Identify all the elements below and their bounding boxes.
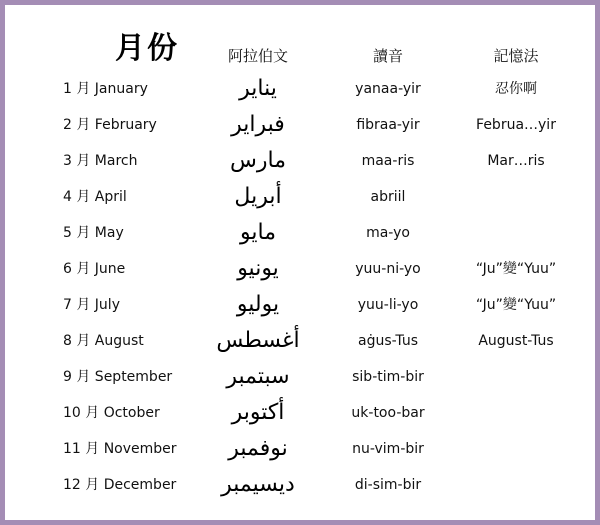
- arabic-word: يونيو: [237, 256, 279, 281]
- month-label: 4 月 April: [63, 189, 127, 205]
- month-label: 11 月 November: [63, 441, 177, 457]
- arabic-word: سبتمبر: [226, 364, 290, 389]
- arabic-word: نوفمبر: [228, 436, 288, 461]
- arabic-word: فبراير: [231, 112, 285, 137]
- reading-text: maa-ris: [361, 153, 415, 169]
- month-row: [5, 467, 595, 503]
- month-row: [5, 71, 595, 107]
- reading-text: fibraa-yir: [356, 117, 420, 133]
- month-label: 5 月 May: [63, 225, 124, 241]
- month-label: 1 月 January: [63, 81, 148, 97]
- month-label: 10 月 October: [63, 405, 160, 421]
- month-row: [5, 323, 595, 359]
- mnemonic-text: [451, 359, 581, 395]
- mnemonic-text: 忍你啊: [495, 81, 537, 97]
- arabic-word: يوليو: [236, 292, 280, 317]
- arabic-word: أبريل: [234, 184, 282, 209]
- month-label: 7 月 July: [63, 297, 120, 313]
- reading-text: ma-yo: [366, 225, 410, 241]
- arabic-word: ديسيمبر: [221, 472, 295, 497]
- mnemonic-text: “Ju”變“Yuu”: [475, 261, 557, 277]
- arabic-word: أكتوبر: [231, 400, 285, 425]
- header-mnemonic: 記憶法: [493, 47, 539, 65]
- mnemonic-text: [451, 215, 581, 251]
- arabic-word: يناير: [239, 76, 277, 101]
- reading-text: di-sim-bir: [354, 477, 422, 493]
- reading-text: yanaa-yir: [355, 81, 421, 97]
- mnemonic-text: [451, 395, 581, 431]
- month-row: [5, 431, 595, 467]
- reading-text: uk-too-bar: [351, 405, 425, 421]
- month-label: 12 月 December: [63, 477, 177, 493]
- month-row: [5, 395, 595, 431]
- month-label: 9 月 September: [63, 369, 173, 385]
- month-row: [5, 359, 595, 395]
- header-arabic: 阿拉伯文: [227, 47, 288, 65]
- month-row: [5, 287, 595, 323]
- reading-text: abriil: [370, 189, 406, 205]
- month-row: [5, 251, 595, 287]
- month-label: 8 月 August: [63, 333, 144, 349]
- month-row: [5, 143, 595, 179]
- mnemonic-text: [451, 431, 581, 467]
- month-table-card: [5, 5, 595, 520]
- reading-text: sib-tim-bir: [352, 369, 424, 385]
- month-label: 2 月 February: [63, 117, 157, 133]
- reading-text: nu-vim-bir: [352, 441, 424, 457]
- arabic-word: مارس: [230, 148, 286, 173]
- month-label: 3 月 March: [63, 153, 138, 169]
- mnemonic-text: August-Tus: [478, 333, 554, 349]
- month-label: 6 月 June: [63, 261, 126, 277]
- mnemonic-text: Februa…yir: [476, 117, 556, 133]
- reading-text: yuu-li-yo: [357, 297, 419, 313]
- reading-text: aġus-Tus: [358, 333, 418, 349]
- month-rows: [5, 71, 595, 503]
- month-row: [5, 215, 595, 251]
- arabic-word: أغسطس: [216, 328, 300, 353]
- page-title: 月份: [115, 31, 179, 66]
- mnemonic-text: [451, 467, 581, 503]
- arabic-word: مايو: [240, 220, 276, 245]
- mnemonic-text: [451, 179, 581, 215]
- header-reading: 讀音: [372, 47, 403, 65]
- reading-text: yuu-ni-yo: [355, 261, 421, 277]
- mnemonic-text: “Ju”變“Yuu”: [475, 297, 557, 313]
- mnemonic-text: Mar…ris: [487, 153, 545, 169]
- month-row: [5, 179, 595, 215]
- month-row: [5, 107, 595, 143]
